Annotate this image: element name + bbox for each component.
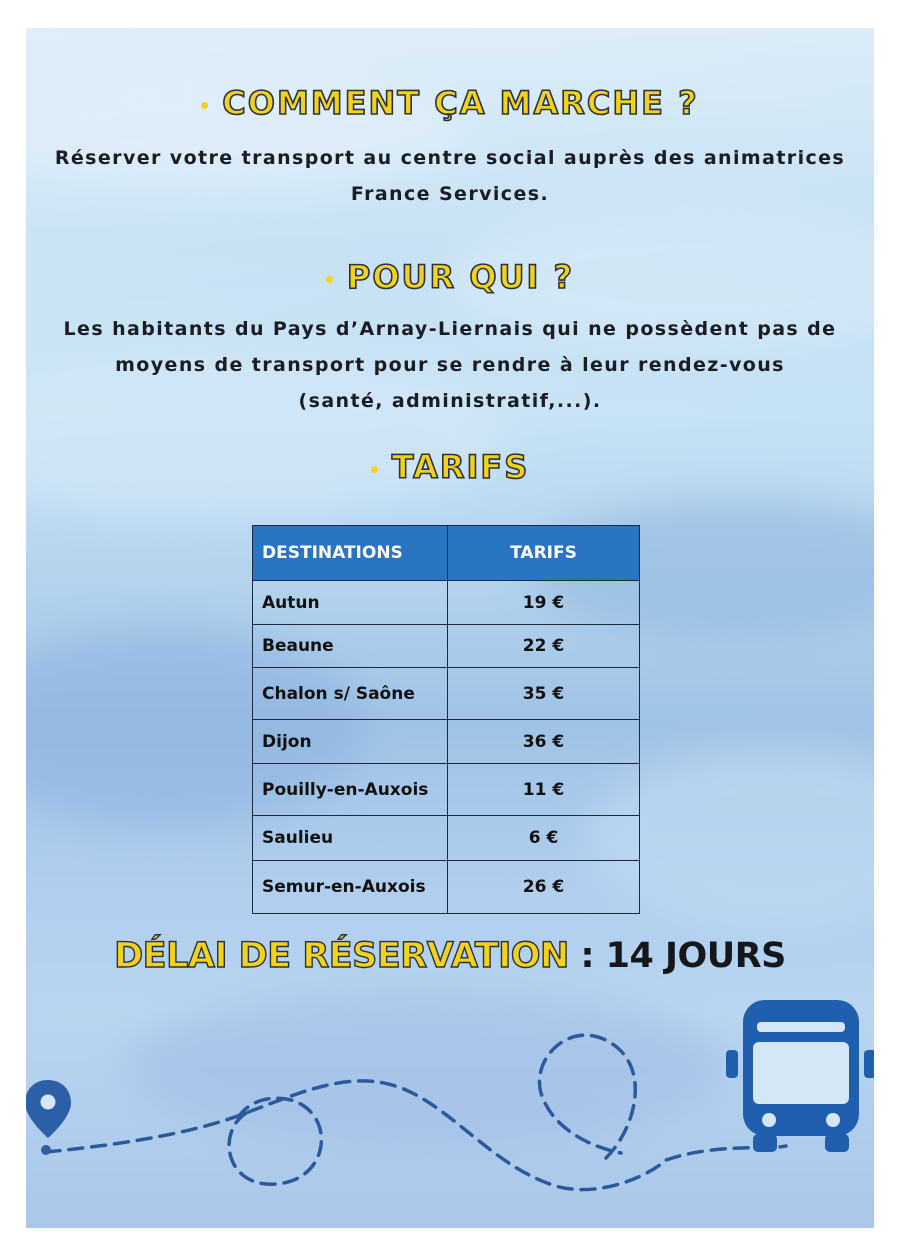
heading-text: POUR QUI ?	[346, 258, 575, 296]
price-cell: 36 €	[448, 720, 640, 764]
price-cell: 22 €	[448, 625, 640, 668]
destination-cell: Autun	[253, 581, 448, 625]
heading-text: TARIFS	[391, 448, 530, 486]
column-header-tarifs: TARIFS	[448, 526, 640, 581]
destination-cell: Chalon s/ Saône	[253, 668, 448, 720]
price-cell: 26 €	[448, 861, 640, 914]
dashed-route-path	[46, 1081, 786, 1190]
delai-label: DÉLAI DE RÉSERVATION	[114, 936, 569, 976]
paragraph-line: Les habitants du Pays d’Arnay-Liernais qui ne possèdent pas de	[63, 318, 837, 340]
paragraph-line: Réserver votre transport au centre social auprès des animatrices	[54, 147, 846, 169]
price-cell: 6 €	[448, 816, 640, 861]
dashed-route-loop	[539, 1035, 635, 1158]
column-header-destinations: DESTINATIONS	[253, 526, 448, 581]
route-illustration	[26, 28, 874, 1228]
paragraph-line: moyens de transport pour se rendre à leur rendez-vous	[115, 354, 785, 376]
dashed-route-loop	[229, 1098, 321, 1184]
price-cell: 35 €	[448, 668, 640, 720]
paragraph-line: France Services.	[350, 183, 550, 205]
bus-icon	[726, 1000, 874, 1152]
price-cell: 11 €	[448, 764, 640, 816]
price-cell: 19 €	[448, 581, 640, 625]
delai-value: 14 JOURS	[605, 936, 786, 976]
destination-cell: Pouilly-en-Auxois	[253, 764, 448, 816]
destination-cell: Dijon	[253, 720, 448, 764]
destination-cell: Saulieu	[253, 816, 448, 861]
poster	[26, 28, 874, 1228]
destination-cell: Beaune	[253, 625, 448, 668]
heading-text: COMMENT ÇA MARCHE ?	[222, 84, 699, 122]
paragraph-line: (santé, administratif,...).	[298, 390, 602, 412]
delai-separator: :	[568, 936, 606, 976]
location-pin-icon	[26, 1080, 71, 1155]
destination-cell: Semur-en-Auxois	[253, 861, 448, 914]
